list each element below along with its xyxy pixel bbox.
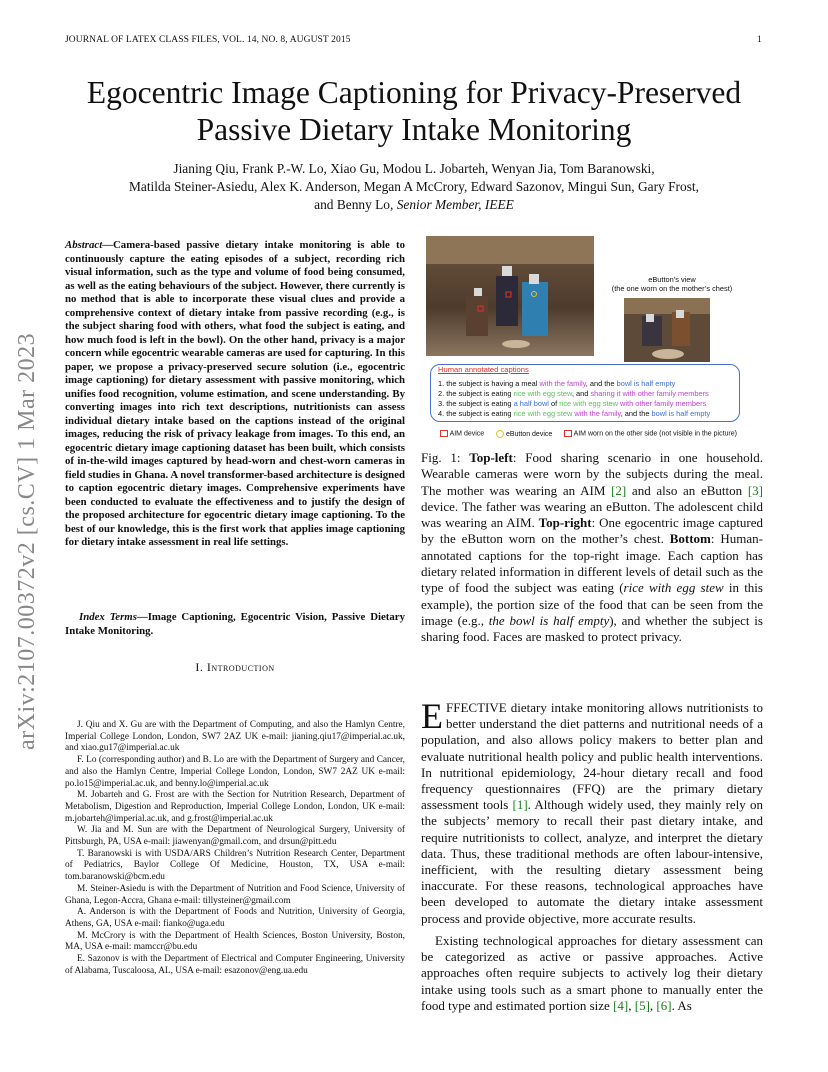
ebutton-view-title: eButton’s view (648, 275, 696, 284)
caption-food-example: rice with egg stew (623, 580, 724, 596)
aim-device-icon (440, 430, 448, 437)
footnote: A. Anderson is with the Department of Foods and Nutrition, University of Georgia, Athens, GA, USA e-mail: fianko@uga.edu (65, 907, 405, 929)
author-list (40, 160, 788, 214)
caption-segment: of (548, 399, 560, 408)
caption-segment: with other family members (617, 399, 707, 408)
paper-title: Egocentric Image Captioning for Privacy-Preserved Passive Dietary Intake Monitoring (86, 75, 742, 147)
footnote: F. Lo (corresponding author) and B. Lo are with the Department of Surgery and Cancer, and also the Hamlyn Centre, Imperial College London, London, SW7 2AZ UK e-mail: po.lo15@imperial.ac.uk, and benny.lo@imperial.ac.uk (65, 755, 405, 789)
authors-line-3 (40, 196, 788, 214)
intro-paragraph-1 (421, 696, 763, 927)
caption-segment: 1. the subject is having a meal (438, 379, 540, 388)
footnote: J. Qiu and X. Gu are with the Department of Computing, and also the Hamlyn Centre, Imperial College London, London, SW7 2AZ UK e-mail: jianing.qiu17@imperial.ac.uk, and xiao.gu17@imperial.ac.uk (65, 720, 405, 754)
caption-part-3: device. The father was wearing an eButton. The adolescent child was wearing an AIM. (421, 498, 763, 531)
captions-title: Human annotated captions (438, 365, 529, 374)
intro-p2-b: . As (671, 997, 692, 1013)
cite-1[interactable]: [1] (512, 797, 528, 813)
footnote: E. Sazonov is with the Department of Electrical and Computer Engineering, University of Alabama, Tuscaloosa, AL, USA e-mail: esazonov@eng.ua.edu (65, 954, 405, 976)
caption-segment: rice with egg stew (513, 389, 572, 398)
legend-ebutton (496, 430, 552, 438)
section-title: Introduction (206, 660, 275, 674)
legend-aim-other-label: AIM worn on the other side (not visible in the picture) (573, 430, 737, 438)
caption-segment: bowl is half empty (616, 379, 676, 388)
footnote: M. McCrory is with the Department of Health Sciences, Boston University, Boston, MA, USA e-mail: mamccr@bu.edu (65, 930, 405, 953)
page-number: 1 (757, 35, 762, 45)
caption-segment: sharing it with other family members (590, 389, 709, 398)
egocentric-photo (624, 298, 710, 362)
caption-segment: , and (571, 389, 591, 398)
legend-aim-label: AIM device (449, 430, 485, 438)
footnote: W. Jia and M. Sun are with the Department of Neurological Surgery, University of Pittsburgh, PA, USA e-mail: jiawenyan@gmail.com, and drsun@pitt.edu (65, 825, 405, 848)
caption-line (438, 389, 709, 398)
cite-aim[interactable]: [2] (611, 482, 627, 498)
caption-bottom-lead: Bottom (669, 531, 711, 547)
section-heading (65, 660, 405, 675)
drop-cap: E (421, 696, 443, 736)
caption-part-1: : Food sharing scenario in one household. Wearable cameras were worn by the subjects during the meal. The mother was wearing an AIM (421, 450, 763, 498)
caption-segment: a half bowl (513, 399, 549, 408)
caption-segment: , and the (585, 379, 617, 388)
legend-ebutton-label: eButton device (505, 430, 553, 438)
intro-paragraph-2 (421, 933, 763, 1014)
index-terms-text: —Image Captioning, Egocentric Vision, Passive Dietary Intake Monitoring. (65, 611, 405, 637)
cite-ebutton[interactable]: [3] (747, 482, 763, 498)
arxiv-stamp: arXiv:2107.00372v2 [cs.CV] 1 Mar 2023 (14, 332, 40, 750)
caption-part-4: : One egocentric image captured by the eButton worn on the mother’s chest. (421, 515, 764, 547)
figure-1 (426, 236, 744, 441)
caption-segment: with the family (539, 379, 586, 388)
scene-photo (426, 236, 594, 356)
intro-p2-sep2: , (649, 997, 657, 1013)
abstract-lead: Abstract (65, 239, 103, 251)
footnote: M. Steiner-Asiedu is with the Department of Nutrition and Food Science, University of Ghana, Legon-Accra, Ghana e-mail: tillysteiner@gmail.com (65, 883, 405, 906)
caption-line (438, 379, 675, 388)
ebutton-view-subtitle: (the one worn on the mother’s chest) (611, 284, 733, 293)
cite-5[interactable]: [5] (634, 997, 650, 1013)
aim-other-icon (564, 430, 572, 437)
caption-top-left-lead: Top-left (469, 450, 513, 465)
index-terms (65, 611, 405, 638)
intro-p2-sep1: , (628, 997, 635, 1013)
section-number: I. (195, 660, 204, 674)
running-header: JOURNAL OF LATEX CLASS FILES, VOL. 14, NO. 8, AUGUST 2015 (65, 35, 351, 45)
caption-segment: rice with egg stew (559, 399, 618, 408)
footnotes (65, 720, 405, 977)
caption-segment: 3. the subject is eating (438, 399, 514, 408)
authors-line-1: Jianing Qiu, Frank P.-W. Lo, Xiao Gu, Modou L. Jobarteh, Wenyan Jia, Tom Baranowski, (173, 161, 655, 176)
cite-4[interactable]: [4] (613, 997, 629, 1013)
caption-segment: 2. the subject is eating (438, 389, 514, 398)
abstract (65, 239, 405, 550)
caption-part-6: in this example), the portion size of the food that can be seen from the image (e.g., (421, 580, 763, 628)
legend-aim (440, 430, 484, 437)
ebutton-device-icon (496, 430, 504, 438)
legend-aim-other (564, 430, 737, 437)
intro-p2-a: Existing technological approaches for dietary assessment can be categorized as active or passive approaches. Active approaches often require subjects to actively log their dietary intake using tools such as a smart phone to manually enter the food type and estimated portion size (421, 933, 763, 1013)
intro-p1-b: . Although widely used, they mainly rely on the subjects’ memory to recall their past dietary intake, and require nutritionists to collect, analyze, and interpret the dietary data. Thus, these traditional methods are often labour-intensive, inefficient, with the resulting dietary assessment being inaccurate. For these reasons, technological approaches have been developed to automate the dietary intake assessment process and provide objective, more accurate results. (421, 797, 763, 926)
caption-line (438, 399, 706, 408)
caption-segment: , and the (620, 409, 652, 418)
caption-segment: bowl is half empty (651, 409, 711, 418)
caption-part-7: ), and whether the subject is sharing food. Faces are masked to protect privacy. (421, 612, 763, 645)
figure-caption (421, 450, 763, 646)
index-terms-lead: Index Terms (79, 611, 137, 623)
authors-line-2: Matilda Steiner-Asiedu, Alex K. Anderson, Megan A McCrory, Edward Sazonov, Mingui Sun, Gary Frost, (128, 179, 699, 194)
ebutton-view-label (602, 275, 742, 293)
caption-segment: rice with egg stew (513, 409, 573, 418)
intro-p1-a: FFECTIVE dietary intake monitoring allows nutritionists to better understand the diet patterns and nutritional needs of a population, and also allows policy makers to better plan and evaluate nutritional health policy and public health interventions. In nutritional epidemiology, 24-hour dietary recall and food frequency questionnaires (FFQ) are the primary dietary assessment tools (421, 700, 763, 813)
abstract-text: —Camera-based passive dietary intake monitoring is able to continuously capture the eating episodes of a subject, recording rich visual information, such as the type and volume of food being consumed, as well as the eating behaviours of the subject. However, there currently is no method that is able to incorporate these visual clues and provide a comprehensive context of dietary intake from passive recording (e.g., is the subject sharing food with others, what food the subject is eating, and how much food is left in the bowl). On the other hand, privacy is a major concern while egocentric wearable cameras are used for capturing. In this paper, we propose a privacy-preserved secure solution (i.e., egocentric image captioning) for dietary assessment with passive monitoring, which unifies food recognition, volume estimation, and scene understanding. By converting images into rich text descriptions, nutritionists can assess individual dietary intake based on the captions instead of the original images, reducing the risk of privacy leakage from images. To this end, an egocentric dietary image captioning dataset has been built, which consists of in-the-wild images captured by head-worn and chest-worn cameras in field studies in Ghana. A novel transformer-based architecture is designed to caption egocentric dietary images. Comprehensive experiments have been conducted to evaluate the effectiveness and to justify the design of the proposed architecture for egocentric dietary image captioning. To the best of our knowledge, this is the first work that applies image captioning for dietary intake assessment in real life settings. (65, 239, 405, 548)
fig-label: Fig. 1: (421, 450, 461, 465)
caption-top-right-lead: Top-right (538, 515, 592, 531)
cite-6[interactable]: [6] (656, 997, 672, 1013)
footnote: M. Jobarteh and G. Frost are with the Section for Nutrition Research, Department of Metabolism, Digestion and Reproduction, Imperial College London, London, UK e-mail: m.jobarteh@imperial.ac.uk, and g.frost@imperial.ac.uk (65, 790, 405, 824)
author-membership: Senior Member, IEEE (396, 197, 514, 212)
caption-part-2: and also an eButton (626, 482, 748, 498)
authors-last: and Benny Lo, (314, 197, 394, 212)
caption-bowl-example: the bowl is half empty (488, 612, 610, 628)
caption-segment: 4. the subject is eating (438, 409, 514, 418)
caption-part-5: : Human-annotated captions for the top-right image. Each caption has dietary related information in different levels of detail such as the type of food the subject was eating ( (421, 531, 763, 596)
footnote: T. Baranowski is with USDA/ARS Children’s Nutrition Research Center, Department of Pediatrics, Baylor College Of Medicine, Houston, TX, USA e-mail: tom.baranowski@bcm.edu (65, 848, 405, 883)
caption-line (438, 409, 710, 418)
caption-segment: with the family (572, 409, 621, 418)
